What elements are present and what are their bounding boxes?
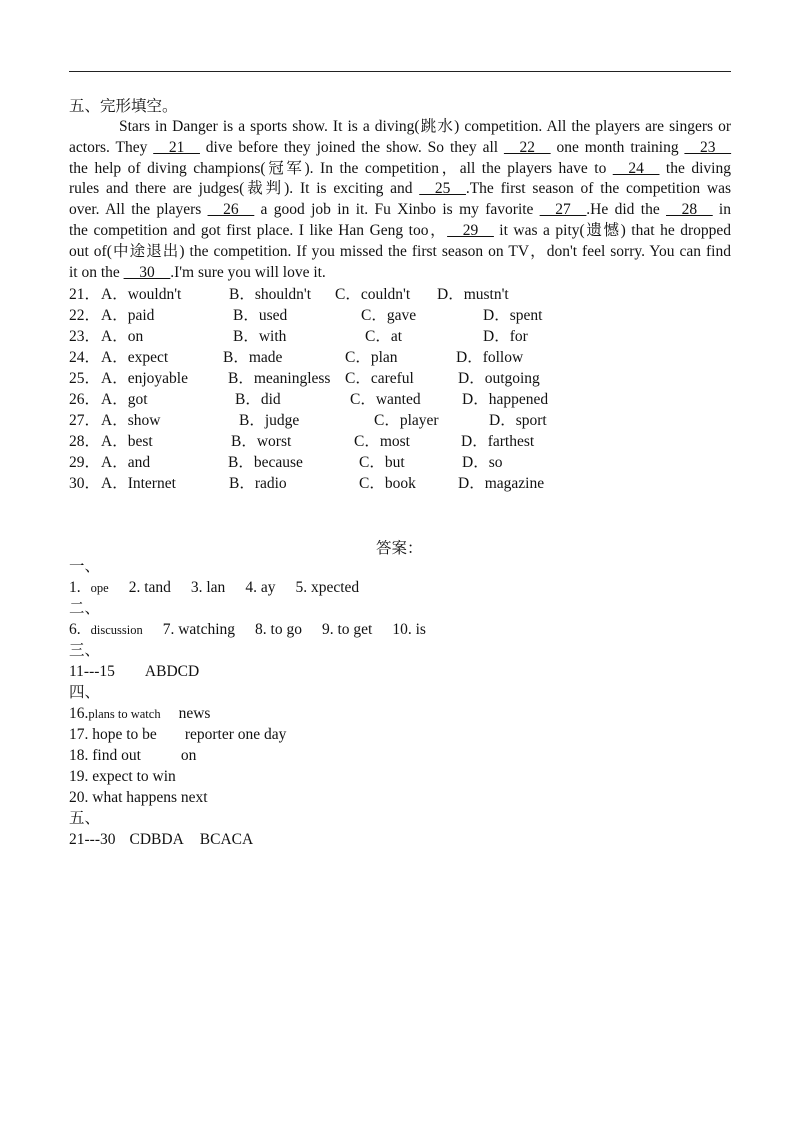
answer-line (69, 808, 100, 829)
answer-text: plans to watch (88, 707, 161, 721)
option-d[interactable]: D．outgoing (458, 370, 540, 387)
answer-line (69, 556, 100, 577)
answer-text: 11---15 (69, 663, 115, 680)
blank-30[interactable]: __30__ (123, 263, 171, 281)
answer-line (69, 619, 426, 641)
option-a[interactable]: A．got (101, 391, 148, 408)
passage-text: actors. They (69, 138, 154, 156)
answer-text: 10. is (392, 621, 426, 638)
passage-text: .The first season of the competition was (465, 180, 731, 198)
passage-line (69, 200, 731, 221)
answer-line (69, 682, 100, 703)
option-a[interactable]: A．best (101, 433, 153, 450)
blank-24[interactable]: __24__ (612, 159, 660, 177)
question-number: 29． (69, 454, 101, 471)
answer-text: 9. to get (321, 621, 373, 638)
answer-text: 4. ay (245, 579, 276, 596)
header-rule (69, 71, 731, 72)
passage-text: over. All the players (69, 201, 208, 219)
question-number: 25． (69, 370, 101, 387)
question-number: 26． (69, 391, 101, 408)
option-b[interactable]: B．radio (229, 475, 287, 492)
passage-line (69, 179, 731, 200)
answer-text: 5. xpected (295, 579, 360, 596)
passage-line (69, 263, 731, 284)
answer-text: 2. tand (128, 579, 171, 596)
option-a[interactable]: A．Internet (101, 475, 176, 492)
option-b[interactable]: B．worst (231, 433, 292, 450)
answer-text: 三、 (69, 642, 101, 659)
answer-text: news (178, 705, 211, 722)
answer-line (69, 640, 100, 661)
option-d[interactable]: D．so (462, 454, 503, 471)
option-c[interactable]: C．most (354, 433, 410, 450)
answer-text: discussion (90, 623, 143, 637)
option-d[interactable]: D．sport (489, 412, 547, 429)
answer-line (69, 661, 199, 682)
option-d[interactable]: D．happened (462, 391, 549, 408)
option-d[interactable]: D．spent (483, 307, 543, 324)
blank-28[interactable]: __28__ (666, 201, 713, 219)
answer-text: ABDCD (144, 663, 200, 680)
answer-text: on (180, 747, 197, 764)
cloze-passage (69, 117, 731, 283)
option-b[interactable]: B．did (235, 391, 281, 408)
option-c[interactable]: C．couldn't (335, 286, 411, 303)
passage-text: the competition and got first place. I like Han Geng too， (69, 221, 448, 239)
answer-text: 20. what happens next (69, 789, 208, 806)
passage-text: .I'm sure you will love it. (170, 263, 326, 281)
option-c[interactable]: C．gave (361, 307, 417, 324)
blank-26[interactable]: __26__ (207, 201, 255, 219)
option-c[interactable]: C．player (374, 412, 439, 429)
answer-line (69, 724, 286, 745)
passage-text: it was a pity(遗憾) that he dropped (493, 221, 732, 239)
passage-line (69, 117, 731, 138)
answer-text: 21---30 (69, 831, 116, 848)
answer-text: 18. find out (69, 747, 141, 764)
passage-text: .He did the (586, 201, 667, 219)
option-c[interactable]: C．at (365, 328, 403, 345)
option-c[interactable]: C．book (359, 475, 416, 492)
answer-text: 16. (69, 705, 89, 722)
option-c[interactable]: C．plan (345, 349, 398, 366)
passage-text: dive before they joined the show. So they all (199, 138, 505, 156)
option-c[interactable]: C．wanted (350, 391, 421, 408)
answer-text: ope (90, 581, 109, 595)
passage-text: out of(中途退出) the competition. If you missed the first season on TV，don't feel sorry. You can find (69, 242, 731, 260)
blank-25[interactable]: __25__ (419, 180, 466, 198)
blank-23[interactable]: __23__ (684, 138, 732, 156)
option-b[interactable]: B．because (228, 454, 303, 471)
answer-text: 3. lan (190, 579, 226, 596)
blank-27[interactable]: __27__ (539, 201, 587, 219)
answer-text: CDBDA (129, 831, 184, 848)
passage-line (69, 242, 731, 263)
option-a[interactable]: A．and (101, 454, 151, 471)
option-a[interactable]: A．paid (101, 307, 155, 324)
blank-22[interactable]: __22__ (504, 138, 551, 156)
option-d[interactable]: D．magazine (458, 475, 545, 492)
answer-text: 17. hope to be (69, 726, 157, 743)
answer-text: reporter one day (184, 726, 287, 743)
passage-line (69, 138, 731, 159)
option-c[interactable]: C．but (359, 454, 405, 471)
option-d[interactable]: D．follow (456, 349, 524, 366)
passage-line (69, 221, 731, 242)
answer-line (69, 745, 196, 766)
question-number: 22． (69, 307, 101, 324)
answer-text: 7. watching (162, 621, 236, 638)
passage-text: the help of diving champions(冠军). In the competition，all the players have to (69, 159, 613, 177)
option-d[interactable]: D．farthest (461, 433, 535, 450)
option-b[interactable]: B．with (233, 328, 287, 345)
question-number: 28． (69, 433, 101, 450)
option-b[interactable]: B．meaningless (228, 370, 331, 387)
answer-line (69, 703, 210, 725)
option-a[interactable]: A．wouldn't (101, 286, 182, 303)
option-c[interactable]: C．careful (345, 370, 414, 387)
option-d[interactable]: D．for (483, 328, 528, 345)
blank-29[interactable]: __29__ (447, 221, 494, 239)
question-number: 23． (69, 328, 101, 345)
answer-text: 二、 (69, 600, 101, 617)
question-number: 24． (69, 349, 101, 366)
answer-text: 6. (69, 621, 81, 638)
section-five-title: 五、完形填空。 (69, 98, 178, 115)
answer-line (69, 598, 100, 619)
answer-text: 四、 (69, 684, 101, 701)
option-a[interactable]: A．on (101, 328, 144, 345)
passage-text: a good job in it. Fu Xinbo is my favorite (254, 201, 540, 219)
passage-text: rules and there are judges(裁判). It is exciting and (69, 180, 420, 198)
option-b[interactable]: B．used (233, 307, 288, 324)
option-b[interactable]: B．made (223, 349, 283, 366)
option-b[interactable]: B．shouldn't (229, 286, 312, 303)
answer-text: 1. (69, 579, 81, 596)
option-a[interactable]: A．show (101, 412, 161, 429)
passage-text: the diving (659, 159, 731, 177)
option-a[interactable]: A．expect (101, 349, 169, 366)
answer-line (69, 577, 359, 599)
question-number: 30． (69, 475, 101, 492)
option-a[interactable]: A．enjoyable (101, 370, 188, 387)
blank-21[interactable]: __21__ (153, 138, 200, 156)
answer-line (69, 829, 253, 850)
passage-text: in (712, 201, 731, 219)
option-b[interactable]: B．judge (239, 412, 300, 429)
answer-line (69, 766, 176, 787)
question-number: 27． (69, 412, 101, 429)
answer-text: 8. to go (255, 621, 302, 638)
option-d[interactable]: D．mustn't (437, 286, 509, 303)
passage-text: it on the (69, 263, 124, 281)
answer-text: BCACA (199, 831, 254, 848)
passage-line (69, 159, 731, 180)
answer-line (69, 787, 208, 808)
answer-text: 一、 (69, 558, 101, 575)
question-number: 21． (69, 286, 101, 303)
passage-text: Stars in Danger is a sports show. It is a diving(跳水) competition. All the players are singers or (119, 118, 731, 135)
answer-text: 五、 (69, 810, 101, 827)
answers-title: 答案： (376, 540, 423, 557)
passage-text: one month training (550, 138, 685, 156)
answer-text: 19. expect to win (69, 768, 176, 785)
